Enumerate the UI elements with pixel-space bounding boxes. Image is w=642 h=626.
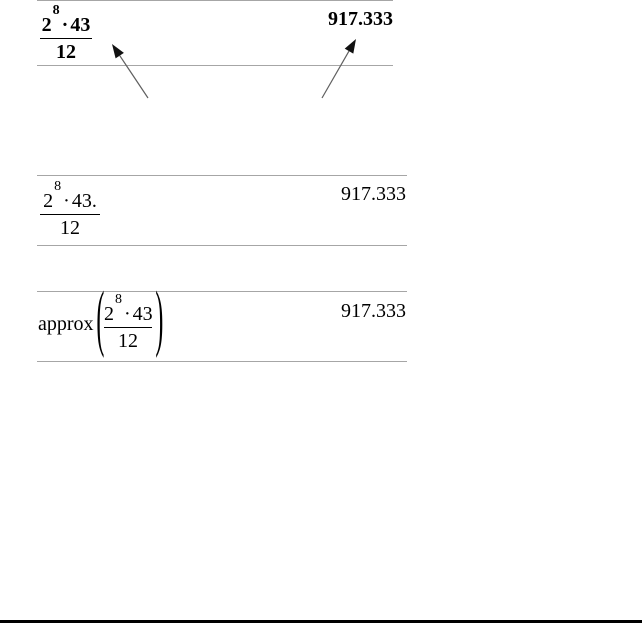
factor: 43 <box>70 14 91 36</box>
multiply-operator: · <box>124 303 131 325</box>
close-paren: ) <box>155 278 164 361</box>
fraction-bar <box>40 214 100 215</box>
arrow-to-expression <box>112 44 148 98</box>
exponent: 8 <box>54 179 62 194</box>
function-name: approx <box>38 313 94 335</box>
numerator <box>40 179 100 212</box>
calculation-entry-2 <box>37 175 407 246</box>
fraction <box>104 292 153 352</box>
annotation-arrows <box>0 0 642 120</box>
open-paren: ( <box>96 278 105 361</box>
fraction-bar <box>104 327 152 328</box>
page-footer-rule <box>0 620 642 623</box>
multiply-operator: · <box>63 190 70 212</box>
exponent: 8 <box>52 3 60 18</box>
result-value: 917.333 <box>341 300 406 322</box>
factor: 43 <box>132 303 153 325</box>
denominator: 12 <box>60 217 80 239</box>
multiply-operator: · <box>61 14 69 36</box>
power-base: 2 <box>104 303 114 325</box>
numerator <box>104 292 153 325</box>
arrow-to-result <box>322 39 356 98</box>
denominator: 12 <box>118 330 138 352</box>
power-base: 2 <box>43 190 54 212</box>
factor: 43. <box>71 190 97 212</box>
result-value: 917.333 <box>328 8 393 30</box>
denominator: 12 <box>56 41 76 63</box>
power-base: 2 <box>41 14 52 36</box>
result-value: 917.333 <box>341 183 406 205</box>
exponent: 8 <box>115 292 122 307</box>
calculation-entry-3 <box>37 278 407 362</box>
fraction <box>40 179 100 239</box>
